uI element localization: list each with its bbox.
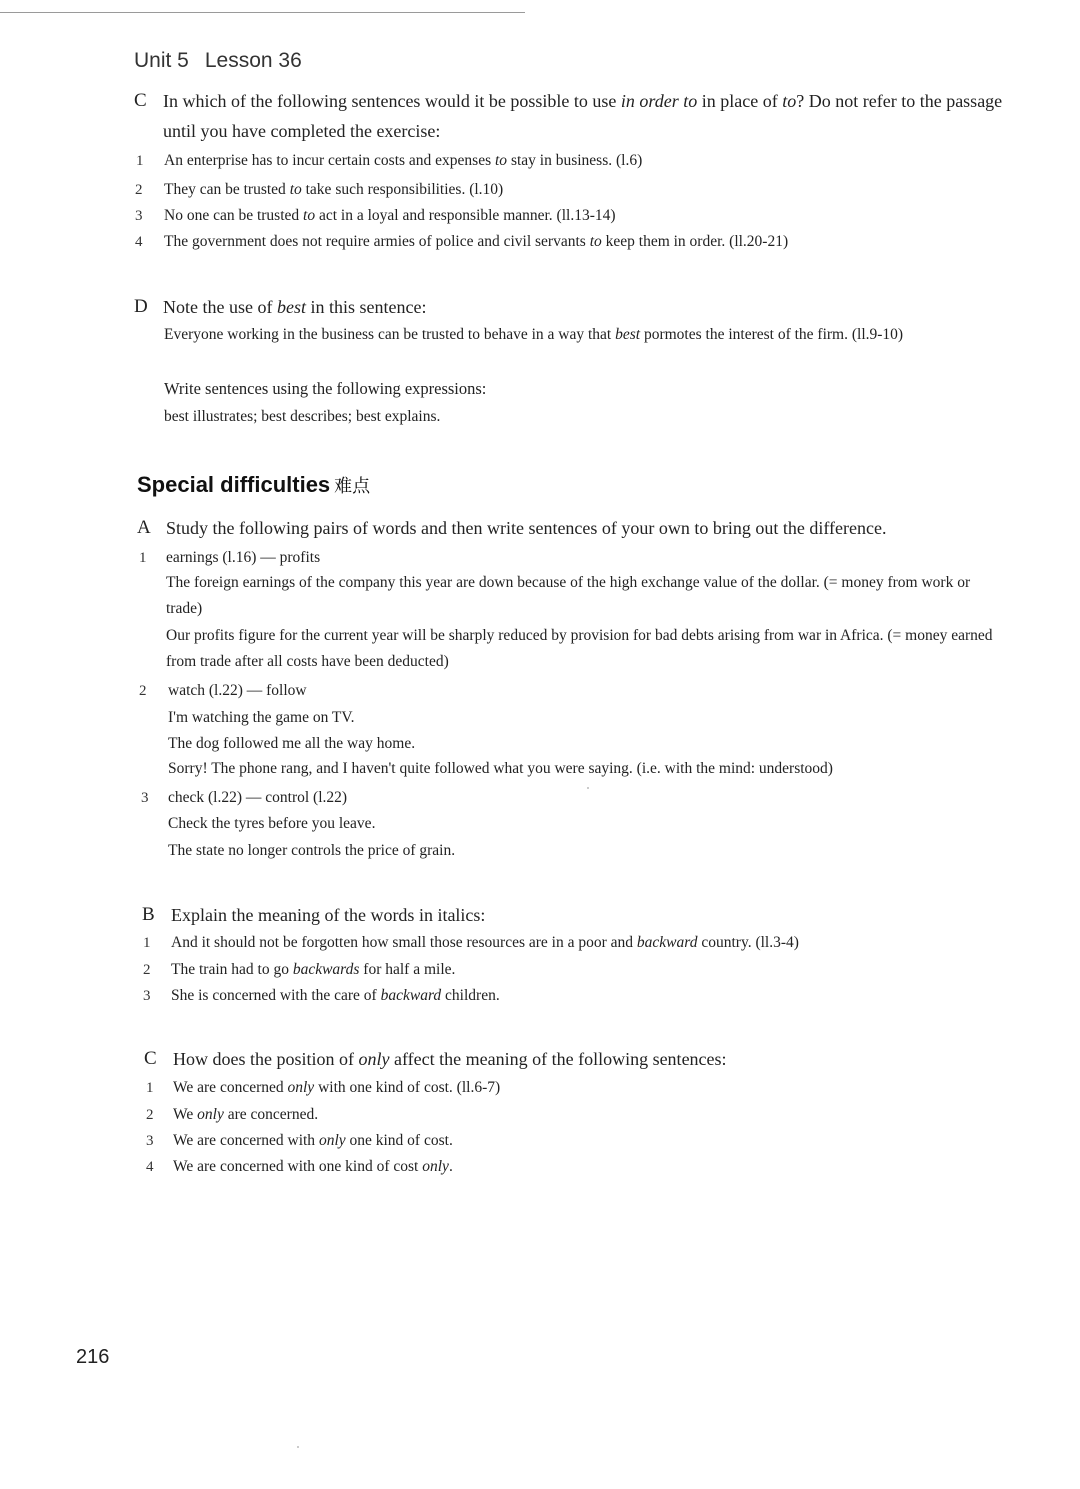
list-item: They can be trusted to take such responsibilities. (l.10) xyxy=(164,181,504,198)
exercise-letter: C xyxy=(144,1048,157,1069)
example-sentence: The dog followed me all the way home. xyxy=(168,735,416,752)
list-item: No one can be trusted to act in a loyal and responsible manner. (ll.13-14) xyxy=(164,207,616,224)
item-number: 1 xyxy=(139,550,147,566)
running-header xyxy=(134,49,302,73)
item-number: 1 xyxy=(136,153,144,169)
list-item: An enterprise has to incur certain costs and expenses to stay in business. (l.6) xyxy=(164,152,643,169)
exercise-d-instruction: D Note the use of best in this sentence: xyxy=(134,292,1004,322)
example-sentence: The state no longer controls the price of grain. xyxy=(168,842,456,859)
item-number: 2 xyxy=(139,683,147,699)
lesson-label: Lesson 36 xyxy=(204,49,302,72)
exercise-letter: D xyxy=(134,296,148,317)
page-number: 216 xyxy=(76,1346,110,1368)
top-rule xyxy=(0,12,525,13)
expressions-text: best illustrates; best describes; best explains. xyxy=(164,408,441,425)
word-pair: watch (l.22) — follow xyxy=(168,682,307,699)
example-sentence: Everyone working in the business can be trusted to behave in a way that best pormotes the interest of the firm. (ll.9-10) xyxy=(164,326,904,343)
item-number: 3 xyxy=(135,208,143,224)
item-number: 2 xyxy=(135,182,143,198)
exercise-letter: C xyxy=(134,90,147,111)
list-item: We are concerned with one kind of cost only. xyxy=(173,1158,453,1175)
list-item: We are concerned with only one kind of cost. xyxy=(173,1132,453,1149)
list-item: We are concerned only with one kind of cost. (ll.6-7) xyxy=(173,1079,501,1096)
section-title: Special difficulties xyxy=(137,472,331,497)
item-number: 2 xyxy=(143,962,151,978)
list-item: She is concerned with the care of backward children. xyxy=(171,987,500,1004)
item-number: 4 xyxy=(135,234,143,250)
example-sentence: The foreign earnings of the company this year are down because of the high exchange value of the dollar. (= money from work or trade) xyxy=(166,574,971,617)
exercise-letter: A xyxy=(137,517,151,538)
item-number: 4 xyxy=(146,1159,154,1175)
item-number: 3 xyxy=(141,790,149,806)
list-item: The government does not require armies of police and civil servants to keep them in order. (ll.20-21) xyxy=(164,233,789,250)
item-number: 1 xyxy=(146,1080,154,1096)
section-heading xyxy=(137,472,370,498)
exercise-letter: B xyxy=(142,904,155,925)
section-title-zh: 难点 xyxy=(334,476,371,497)
item-number: 1 xyxy=(143,935,151,951)
scan-speck xyxy=(587,787,589,789)
list-item: We only are concerned. xyxy=(173,1106,319,1123)
example-sentence: Sorry! The phone rang, and I haven't quite followed what you were saying. (i.e. with the mind: understood) xyxy=(168,760,833,777)
item-number: 3 xyxy=(146,1133,154,1149)
list-item: The train had to go backwards for half a mile. xyxy=(171,961,456,978)
special-b-instruction: B Explain the meaning of the words in italics: xyxy=(142,900,1002,930)
word-pair: check (l.22) — control (l.22) xyxy=(168,789,348,806)
scan-speck xyxy=(297,1446,299,1448)
example-sentence: I'm watching the game on TV. xyxy=(168,709,355,726)
example-sentence: Our profits figure for the current year will be sharply reduced by provision for bad debts arising from war in Africa. (= money earned from trade after all costs have been deducted) xyxy=(166,627,993,670)
word-pair: earnings (l.16) — profits xyxy=(166,549,321,566)
item-number: 3 xyxy=(143,988,151,1004)
example-sentence: Check the tyres before you leave. xyxy=(168,815,376,832)
special-a-instruction: A Study the following pairs of words and then write sentences of your own to bring out the difference. xyxy=(137,513,1007,543)
special-c-instruction: C How does the position of only affect the meaning of the following sentences: xyxy=(144,1044,1004,1074)
list-item: And it should not be forgotten how small those resources are in a poor and backward country. (ll.3-4) xyxy=(171,934,799,951)
exercise-c-instruction: C In which of the following sentences would it be possible to use in order to in place of to? Do not refer to the passage until you have completed the exercise: xyxy=(134,86,1004,146)
item-number: 2 xyxy=(146,1107,154,1123)
task-text: Write sentences using the following expressions: xyxy=(164,379,487,398)
unit-label: Unit 5 xyxy=(134,49,189,72)
